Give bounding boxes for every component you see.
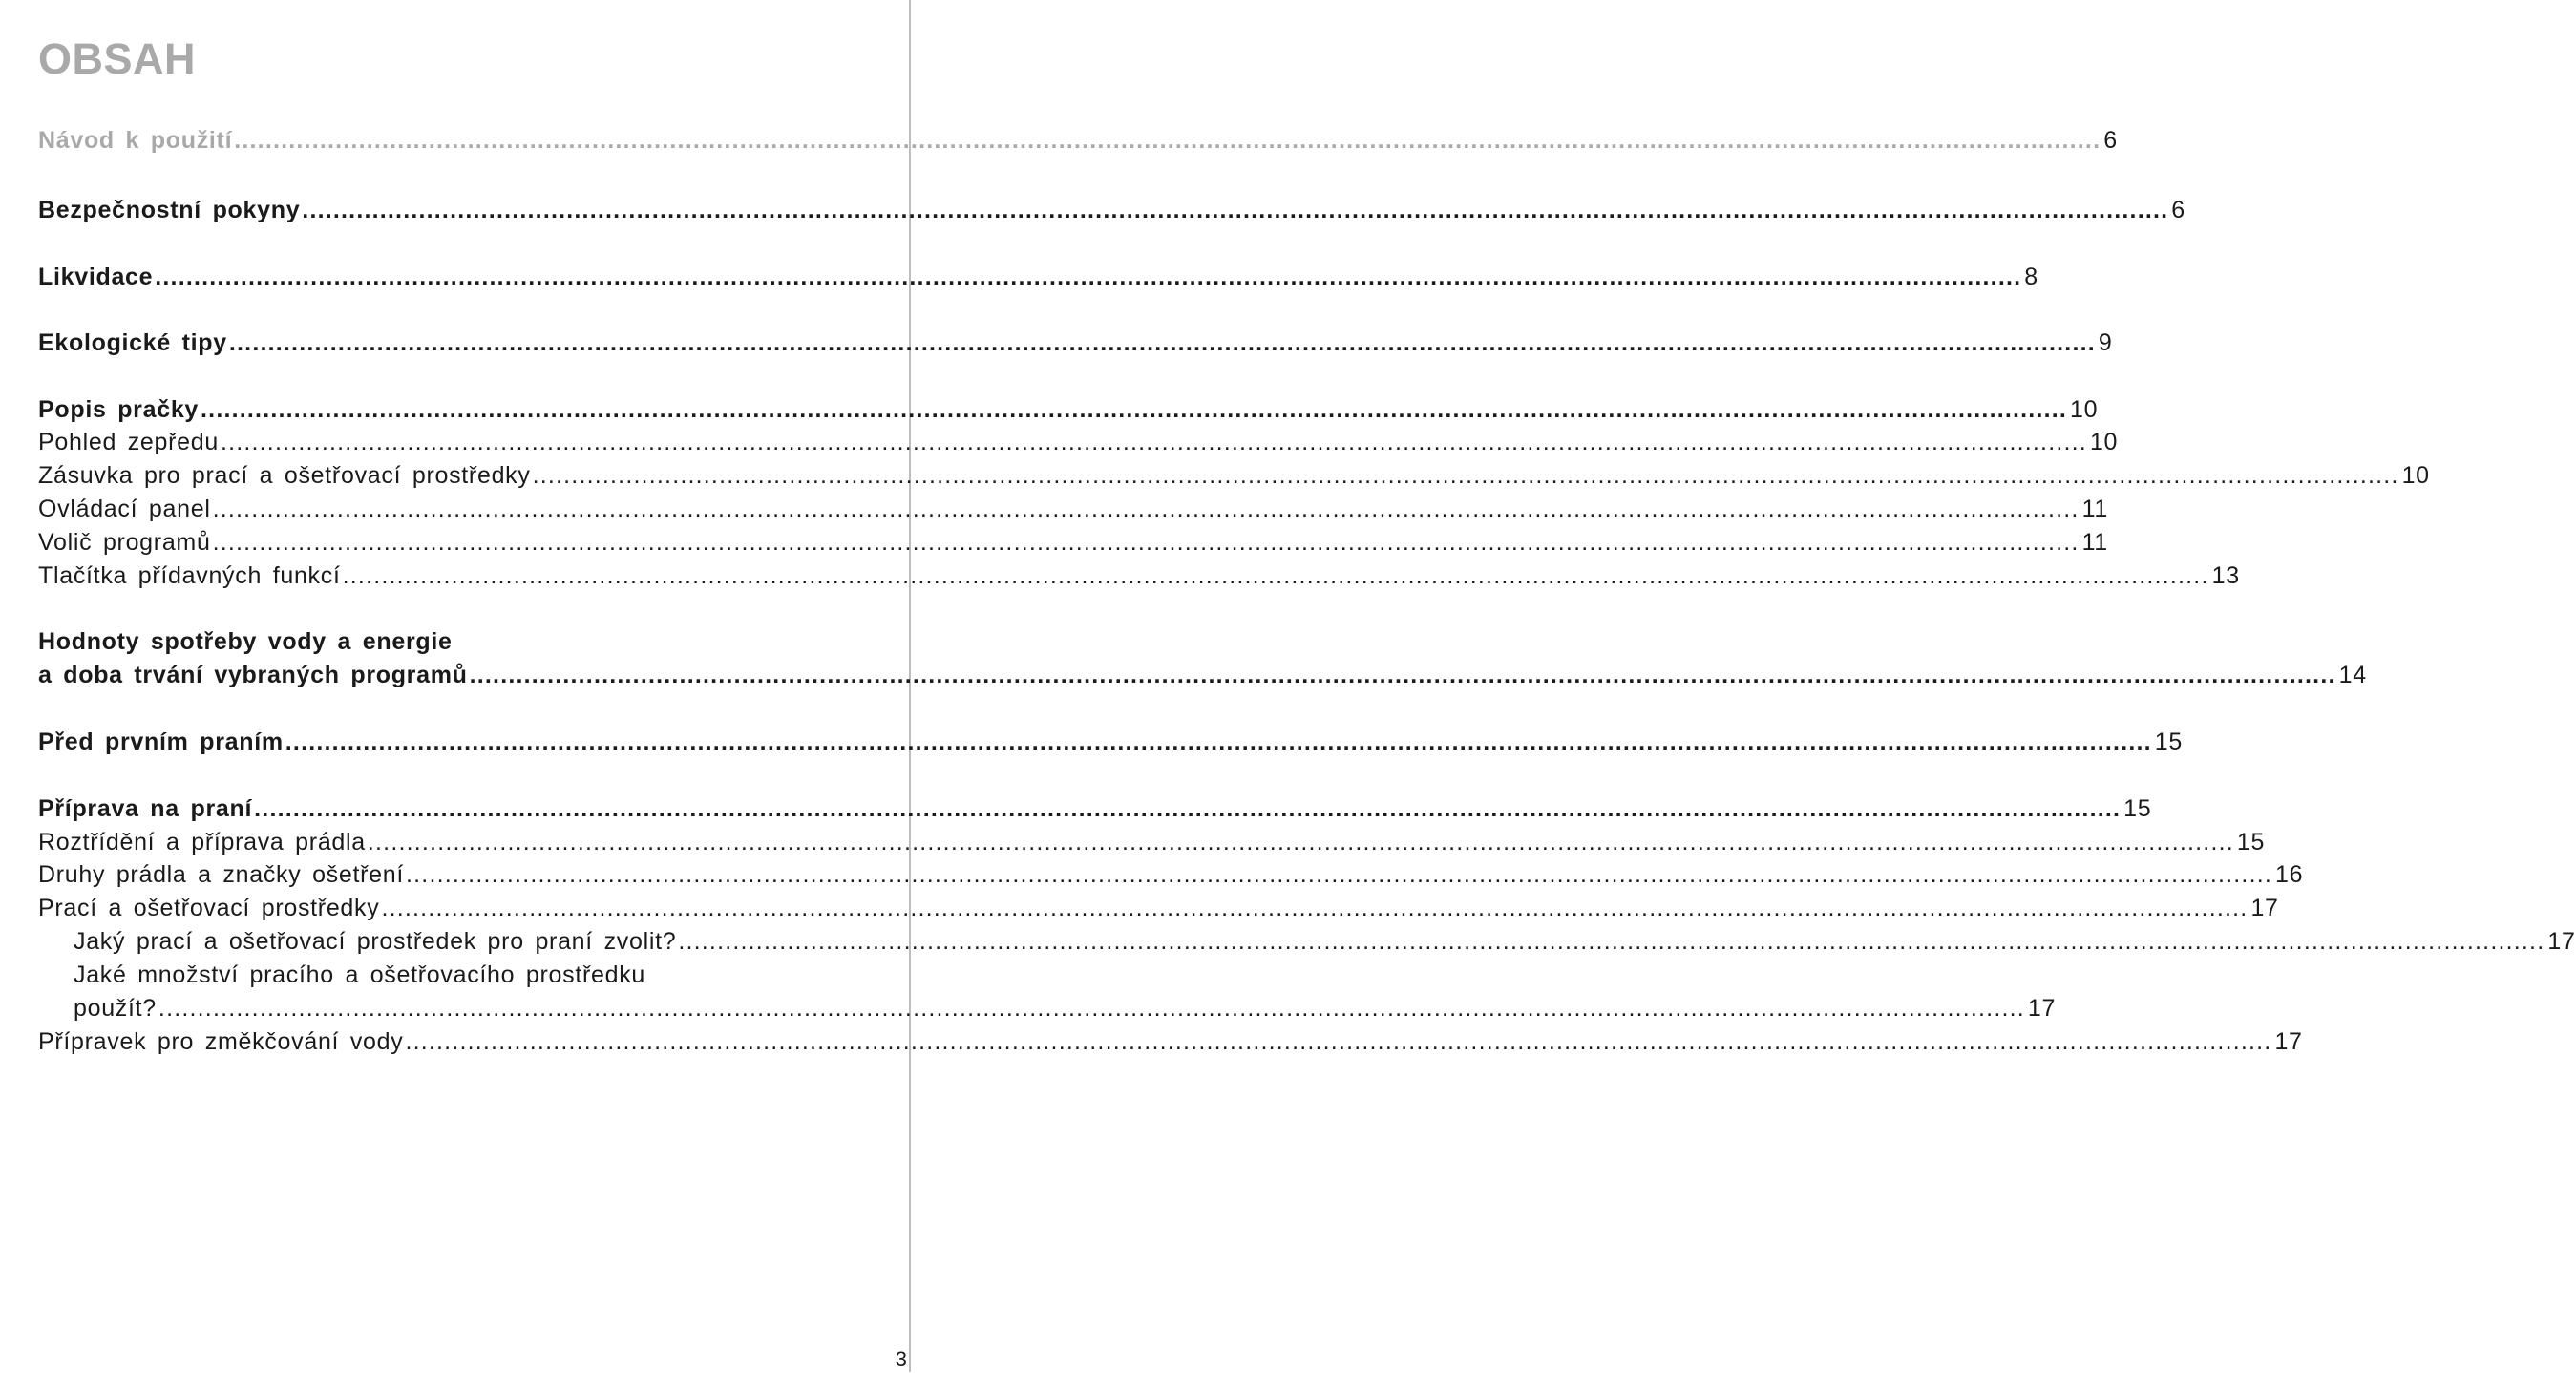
- dot-leader: ................................................................................................................................................................................................................................................: [678, 928, 2545, 955]
- page-number: 3: [895, 1347, 907, 1371]
- toc-entry-label: Prací a ošetřovací prostředky: [38, 895, 380, 921]
- dot-leader: ................................................................................................................................................................................................................................................: [201, 396, 2068, 423]
- dot-leader: ................................................................................................................................................................................................................................................: [254, 795, 2122, 822]
- toc-entry-page: 15: [2154, 729, 2183, 755]
- toc-entry-page: 6: [2171, 197, 2185, 223]
- toc-entry-label: Volič programů: [38, 529, 211, 556]
- dot-leader: ................................................................................................................................................................................................................................................: [155, 264, 2022, 290]
- toc-entry-label: Roztřídění a příprava prádla: [38, 829, 366, 855]
- toc-entry-pripravek-zmekcovani[interactable]: [38, 1024, 2303, 1059]
- page-title: OBSAH: [38, 34, 197, 83]
- dot-leader: ................................................................................................................................................................................................................................................: [234, 127, 2101, 154]
- toc-entry-label: a doba trvání vybraných programů: [38, 662, 468, 688]
- toc-entry-volic-programu[interactable]: [38, 525, 2108, 560]
- toc-entry-label: Jaký prací a ošetřovací prostředek pro praní zvolit?: [74, 928, 677, 955]
- toc-entry-hodnoty[interactable]: [38, 658, 2367, 692]
- dot-leader: ................................................................................................................................................................................................................................................: [285, 729, 2152, 755]
- dot-leader: ................................................................................................................................................................................................................................................: [212, 496, 2080, 522]
- dot-leader: ................................................................................................................................................................................................................................................: [381, 895, 2249, 921]
- toc-entry-page: 17: [2027, 995, 2057, 1022]
- toc-entry-tlacitka[interactable]: [38, 559, 2240, 593]
- toc-entry-page: 10: [2401, 462, 2430, 489]
- toc-entry-navod[interactable]: [38, 123, 2118, 158]
- toc-entry-page: 8: [2024, 264, 2038, 290]
- toc-entry-page: 16: [2275, 861, 2304, 888]
- toc-entry-likvidace[interactable]: [38, 260, 2038, 294]
- toc-entry-label: Ovládací panel: [38, 496, 211, 522]
- toc-entry-zasuvka[interactable]: [38, 458, 2430, 493]
- toc-entry-ovladaci-panel[interactable]: [38, 492, 2108, 526]
- toc-entry-label: Ekologické tipy: [38, 329, 227, 356]
- toc-entry-pred-prvnim-pranim[interactable]: [38, 725, 2183, 759]
- toc-entry-page: 17: [2274, 1028, 2303, 1055]
- toc-entry-label: Před prvním praním: [38, 729, 284, 755]
- toc-entry-label: Bezpečnostní pokyny: [38, 197, 301, 223]
- dot-leader: ................................................................................................................................................................................................................................................: [405, 1028, 2272, 1055]
- toc-entry-page: 11: [2081, 529, 2108, 556]
- dot-leader: ................................................................................................................................................................................................................................................: [220, 429, 2087, 455]
- toc-entry-label: Tlačítka přídavných funkcí: [38, 562, 341, 589]
- toc-entry-label: Druhy prádla a značky ošetření: [38, 861, 405, 888]
- dot-leader: ................................................................................................................................................................................................................................................: [302, 197, 2169, 223]
- dot-leader: ................................................................................................................................................................................................................................................: [532, 462, 2399, 489]
- toc-entry-label: Přípravek pro změkčování vody: [38, 1028, 404, 1055]
- toc-entry-page: 6: [2103, 127, 2118, 154]
- toc-entry-page: 11: [2081, 496, 2108, 522]
- toc-entry-ekologicke-tipy[interactable]: [38, 326, 2113, 360]
- toc-entry-page: 13: [2211, 562, 2240, 589]
- toc-entry-hodnoty-line1[interactable]: Hodnoty spotřeby vody a energie: [38, 628, 453, 655]
- toc-entry-page: 17: [2547, 928, 2576, 955]
- toc-entry-praci-prostredky[interactable]: [38, 891, 2279, 925]
- toc-entry-label: Pohled zepředu: [38, 429, 219, 455]
- toc-entry-page: 10: [2070, 396, 2099, 423]
- toc-entry-priprava-na-prani[interactable]: [38, 792, 2152, 826]
- toc-entry-druhy-pradla[interactable]: [38, 857, 2304, 892]
- toc-entry-jake-mnozstvi-line1[interactable]: Jaké množství pracího a ošetřovacího prostředku: [74, 961, 646, 988]
- toc-entry-page: 15: [2236, 829, 2266, 855]
- toc-entry-jake-mnozstvi[interactable]: [74, 991, 2057, 1025]
- toc-entry-page: 9: [2098, 329, 2113, 356]
- toc-entry-pohled-zepredu[interactable]: [38, 425, 2119, 459]
- toc-entry-jaky-praci-prostredek[interactable]: [74, 924, 2576, 959]
- toc-entry-page: 17: [2250, 895, 2279, 921]
- toc-entry-page: 10: [2089, 429, 2119, 455]
- toc-entry-page: 14: [2338, 662, 2367, 688]
- dot-leader: ................................................................................................................................................................................................................................................: [367, 829, 2234, 855]
- toc-entry-label: Příprava na praní: [38, 795, 253, 822]
- dot-leader: ................................................................................................................................................................................................................................................: [212, 529, 2080, 556]
- toc-entry-popis-pracky[interactable]: [38, 392, 2099, 427]
- toc-entry-label: Likvidace: [38, 264, 154, 290]
- toc-entry-bezpecnostni-pokyny[interactable]: [38, 193, 2185, 227]
- toc-entry-roztrideni[interactable]: [38, 825, 2266, 859]
- toc-entry-label: Návod k použití: [38, 127, 233, 154]
- toc-entry-label: použít?: [74, 995, 157, 1022]
- dot-leader: ................................................................................................................................................................................................................................................: [469, 662, 2336, 688]
- dot-leader: ................................................................................................................................................................................................................................................: [406, 861, 2273, 888]
- toc-entry-label: Popis pračky: [38, 396, 200, 423]
- dot-leader: ................................................................................................................................................................................................................................................: [158, 995, 2025, 1022]
- toc-entry-label: Zásuvka pro prací a ošetřovací prostředky: [38, 462, 531, 489]
- toc-entry-page: 15: [2123, 795, 2152, 822]
- dot-leader: ................................................................................................................................................................................................................................................: [228, 329, 2096, 356]
- dot-leader: ................................................................................................................................................................................................................................................: [342, 562, 2209, 589]
